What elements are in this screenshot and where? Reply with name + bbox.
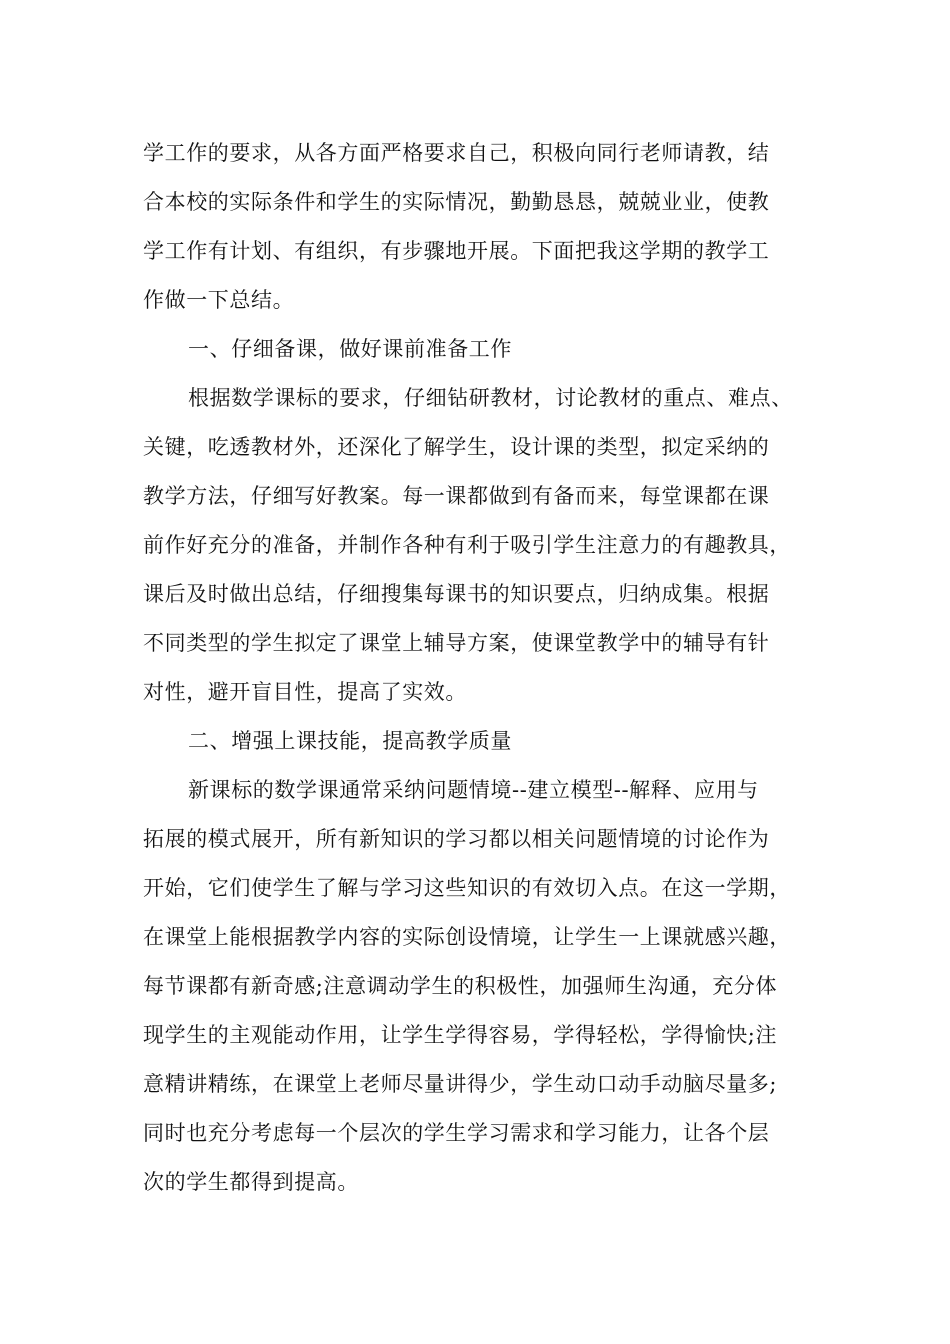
body-text-line: 根据数学课标的要求，仔细钻研教材，讨论教材的重点、难点、 [188, 386, 793, 410]
body-text-line: 合本校的实际条件和学生的实际情况，勤勤恳恳，兢兢业业，使教 [143, 190, 770, 214]
body-text-line: 现学生的主观能动作用，让学生学得容易，学得轻松，学得愉快;注 [143, 1023, 778, 1047]
body-text-line: 课后及时做出总结，仔细搜集每课书的知识要点，归纳成集。根据 [143, 582, 770, 606]
body-text-line: 学工作有计划、有组织，有步骤地开展。下面把我这学期的教学工 [143, 239, 770, 263]
body-text-line: 不同类型的学生拟定了课堂上辅导方案，使课堂教学中的辅导有针 [143, 631, 770, 655]
body-text-line: 作做一下总结。 [143, 288, 295, 312]
body-text-line: 拓展的模式展开，所有新知识的学习都以相关问题情境的讨论作为 [143, 827, 770, 851]
body-text-line: 开始，它们使学生了解与学习这些知识的有效切入点。在这一学期， [143, 876, 791, 900]
section-heading-1: 一、仔细备课，做好课前准备工作 [188, 337, 512, 361]
body-text-line: 同时也充分考虑每一个层次的学生学习需求和学习能力，让各个层 [143, 1121, 770, 1145]
body-text-line: 学工作的要求，从各方面严格要求自己，积极向同行老师请教，结 [143, 141, 770, 165]
body-text-line: 每节课都有新奇感;注意调动学生的积极性，加强师生沟通，充分体 [143, 974, 778, 998]
body-text-line: 意精讲精练，在课堂上老师尽量讲得少，学生动口动手动脑尽量多; [143, 1072, 778, 1096]
body-text-line: 次的学生都得到提高。 [143, 1170, 359, 1194]
body-text-line: 对性，避开盲目性，提高了实效。 [143, 680, 467, 704]
body-text-line: 前作好充分的准备，并制作各种有利于吸引学生注意力的有趣教具， [143, 533, 791, 557]
body-text-line: 在课堂上能根据教学内容的实际创设情境，让学生一上课就感兴趣， [143, 925, 791, 949]
body-text-line: 新课标的数学课通常采纳问题情境--建立模型--解释、应用与 [188, 778, 759, 802]
body-text-line: 关键，吃透教材外，还深化了解学生，设计课的类型，拟定采纳的 [143, 435, 770, 459]
section-heading-2: 二、增强上课技能，提高教学质量 [188, 729, 512, 753]
body-text-line: 教学方法，仔细写好教案。每一课都做到有备而来，每堂课都在课 [143, 484, 770, 508]
